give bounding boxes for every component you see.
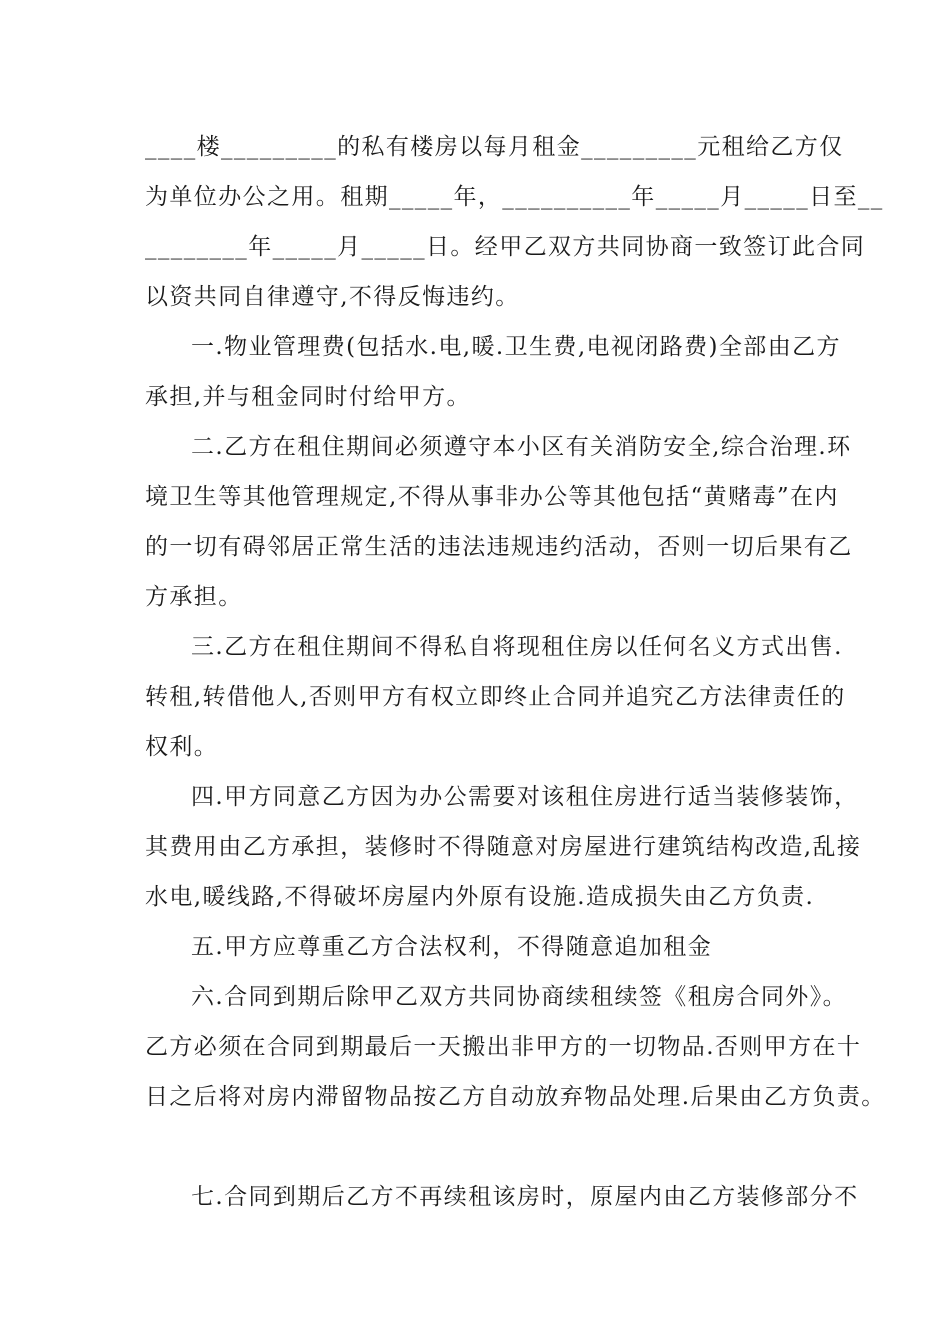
text-line: 转租,转借他人,否则甲方有权立即终止合同并追究乙方法律责任的: [145, 684, 846, 710]
text-line: 的一切有碍邻居正常生活的违法违规违约活动，否则一切后果有乙: [145, 534, 853, 560]
text-line: 为单位办公之用。租期_____年，__________年_____月_____日至__: [145, 184, 884, 210]
contract-body: [145, 122, 886, 1222]
paragraph-gap: [145, 1122, 815, 1172]
text-line: ________年_____月_____日。经甲乙双方共同协商一致签订此合同: [145, 234, 866, 260]
clause-5-start: 五.甲方应尊重乙方合法权利，不得随意追加租金: [191, 934, 713, 960]
text-line: 权利。: [145, 734, 219, 760]
clause-6-start: 六.合同到期后除甲乙双方共同协商续租续签《租房合同外》。: [191, 984, 848, 1010]
text-line: 以资共同自律遵守,不得反悔违约。: [145, 284, 520, 310]
clause-1-start: 一.物业管理费(包括水.电,暖.卫生费,电视闭路费)全部由乙方: [191, 334, 841, 360]
text-line: 日之后将对房内滞留物品按乙方自动放弃物品处理.后果由乙方负责。: [145, 1084, 886, 1110]
clause-2-start: 二.乙方在租住期间必须遵守本小区有关消防安全,综合治理.环: [191, 434, 852, 460]
text-line: 水电,暖线路,不得破坏房屋内外原有设施.造成损失由乙方负责.: [145, 884, 815, 910]
text-line: 方承担。: [145, 584, 243, 610]
text-line: 境卫生等其他管理规定,不得从事非办公等其他包括“黄赌毒”在内: [145, 484, 839, 510]
clause-3-start: 三.乙方在租住期间不得私自将现租住房以任何名义方式出售.: [191, 634, 843, 660]
text-line: 其费用由乙方承担，装修时不得随意对房屋进行建筑结构改造,乱接: [145, 834, 862, 860]
clause-4-start: 四.甲方同意乙方因为办公需要对该租住房进行适当装修装饰，: [191, 784, 859, 810]
clause-7-start: 七.合同到期后乙方不再续租该房时，原屋内由乙方装修部分不: [191, 1184, 859, 1210]
text-line: 乙方必须在合同到期最后一天搬出非甲方的一切物品.否则甲方在十: [145, 1034, 862, 1060]
text-line: ____楼_________的私有楼房以每月租金_________元租给乙方仅: [145, 134, 844, 160]
text-line: 承担,并与租金同时付给甲方。: [145, 384, 471, 410]
